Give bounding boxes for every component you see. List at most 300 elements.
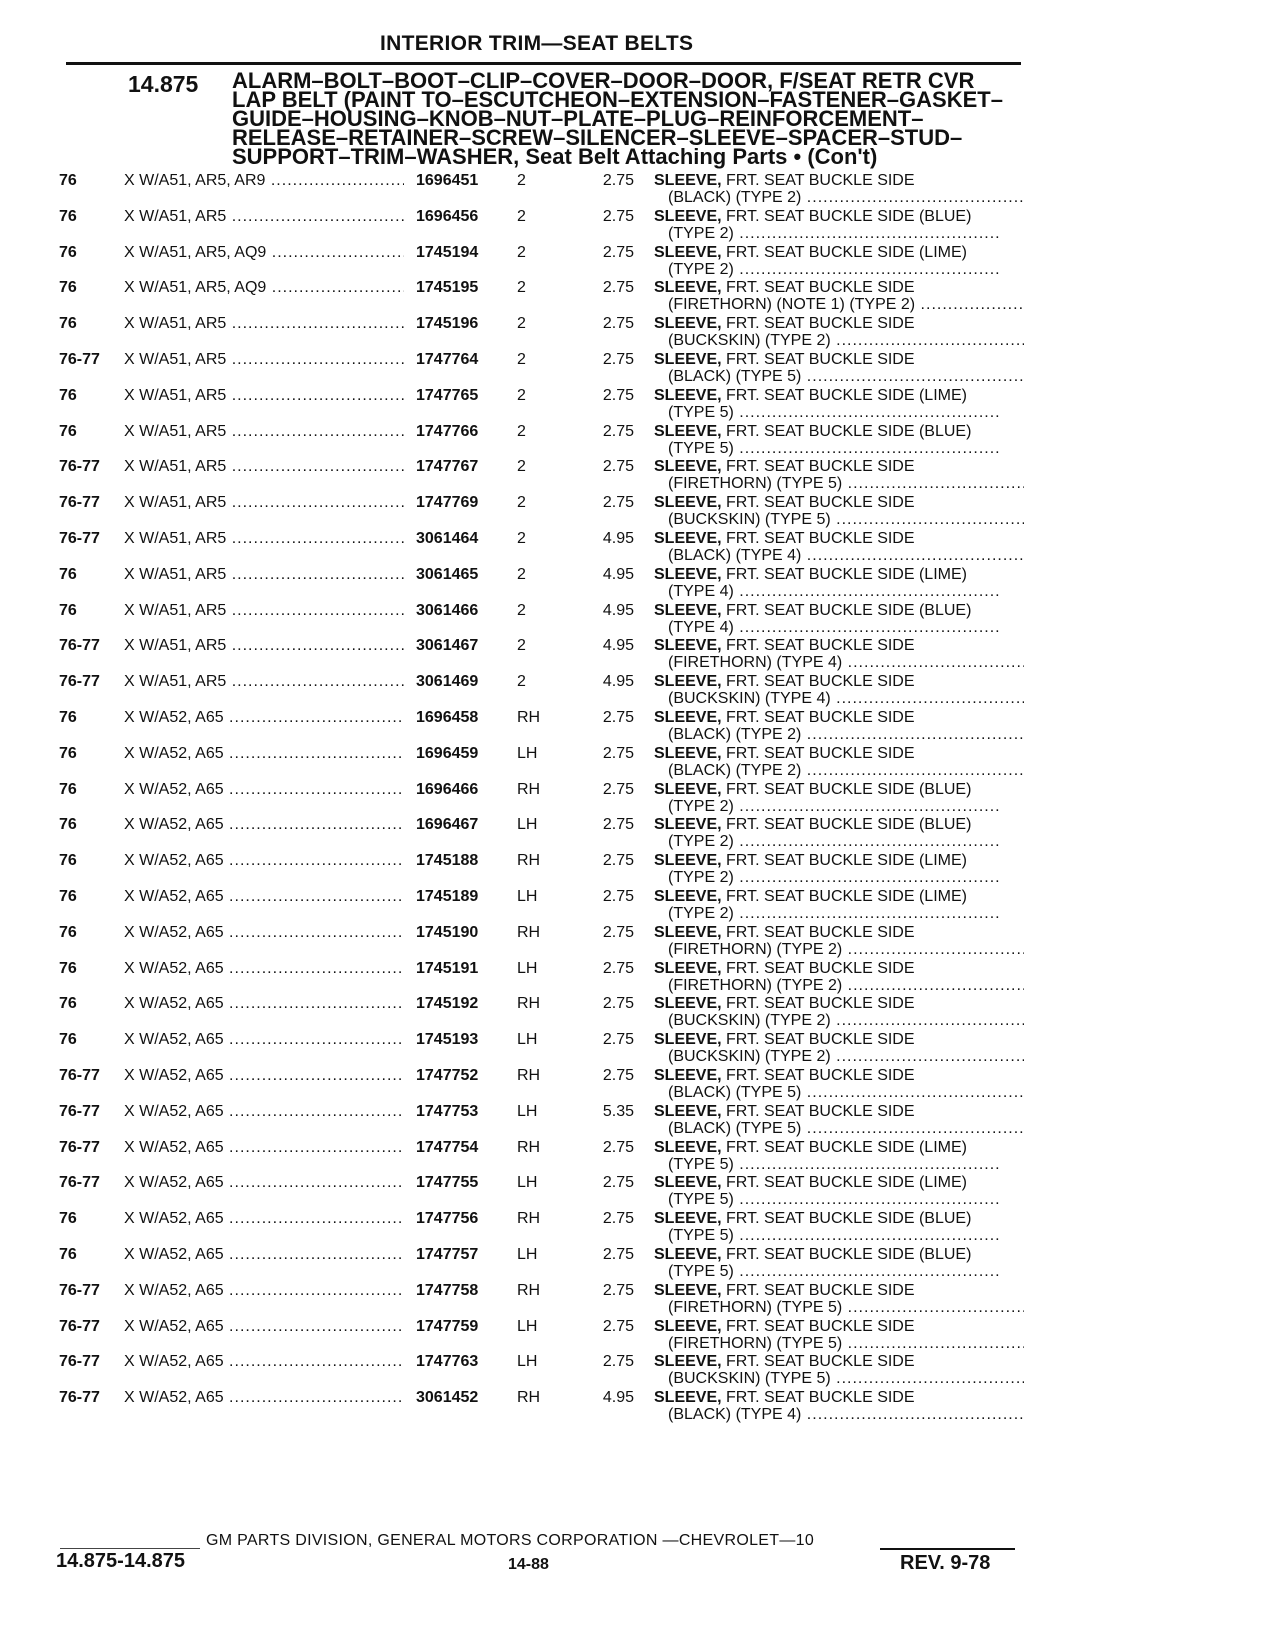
price: 2.75 <box>602 780 634 798</box>
price: 2.75 <box>602 207 634 225</box>
revision-date: REV. 9-78 <box>900 1552 991 1574</box>
description <box>654 494 1024 528</box>
description-line-1 <box>654 351 1024 368</box>
quantity: LH <box>517 744 538 762</box>
application: X W/A52, A65 ..... <box>124 745 404 763</box>
application: X W/A52, A65 ..... <box>124 924 404 942</box>
application: X W/A51, AR5 ..... <box>124 208 404 226</box>
model-year: 76-77 <box>59 1389 100 1407</box>
description <box>654 637 1024 671</box>
description-line-2: (BUCKSKIN) (TYPE 5) ..... <box>654 511 1024 528</box>
parts-row <box>0 530 1280 567</box>
quantity: 2 <box>517 351 526 368</box>
description <box>654 315 1024 349</box>
part-name: SLEEVE, <box>654 494 722 512</box>
part-name: SLEEVE, <box>654 243 722 261</box>
description <box>654 1174 1024 1208</box>
part-name: SLEEVE, <box>654 1246 722 1263</box>
model-year: 76 <box>59 1210 77 1228</box>
parts-row <box>0 566 1280 603</box>
description <box>654 172 1024 206</box>
application: X W/A52, A65 ..... <box>124 1067 404 1085</box>
part-number: 3061464 <box>416 530 479 547</box>
description <box>654 924 1024 958</box>
part-detail: FRT. SEAT BUCKLE SIDE <box>726 1281 915 1299</box>
parts-row <box>0 1246 1280 1283</box>
header-rule <box>66 62 1021 65</box>
application: X W/A51, AR5, AQ9 ..... <box>124 279 404 297</box>
description-line-2: (FIRETHORN) (TYPE 5) ..... <box>654 1299 1024 1316</box>
description-line-2: (TYPE 2) ..... <box>654 261 1024 278</box>
quantity: RH <box>517 995 541 1013</box>
parts-row <box>0 423 1280 460</box>
description <box>654 745 1024 779</box>
description-line-2: (TYPE 4) ..... <box>654 619 1024 636</box>
part-number: 1747763 <box>416 1353 479 1371</box>
description-line-2: (BLACK) (TYPE 5) ..... <box>654 1120 1024 1137</box>
part-name: SLEEVE, <box>654 673 722 691</box>
description <box>654 602 1024 636</box>
price: 5.35 <box>602 1102 634 1120</box>
quantity: RH <box>517 852 541 870</box>
part-detail: FRT. SEAT BUCKLE SIDE (BLUE) <box>726 1210 972 1228</box>
application: X W/A52, A65 ..... <box>124 1174 404 1192</box>
part-name: SLEEVE, <box>654 780 722 798</box>
quantity: 2 <box>517 172 526 189</box>
part-detail: FRT. SEAT BUCKLE SIDE <box>726 1031 915 1049</box>
parts-row <box>0 1174 1280 1211</box>
model-year: 76 <box>59 279 77 297</box>
group-number: 14.875 <box>128 71 199 97</box>
parts-row <box>0 1103 1280 1140</box>
price: 2.75 <box>602 1174 634 1192</box>
part-number: 1747757 <box>416 1246 479 1263</box>
part-number: 1745190 <box>416 923 479 941</box>
parts-row <box>0 709 1280 746</box>
quantity: 2 <box>517 494 526 512</box>
part-number: 1745194 <box>416 243 479 261</box>
description <box>654 351 1024 385</box>
part-detail: FRT. SEAT BUCKLE SIDE (BLUE) <box>726 816 972 834</box>
description-line-1 <box>654 673 1024 690</box>
application: X W/A51, AR5 ..... <box>124 458 404 476</box>
description <box>654 1139 1024 1173</box>
part-detail: FRT. SEAT BUCKLE SIDE (BLUE) <box>726 780 972 798</box>
description-line-2: (BUCKSKIN) (TYPE 2) ..... <box>654 1012 1024 1029</box>
price: 2.75 <box>602 458 634 476</box>
price: 2.75 <box>602 243 634 261</box>
model-year: 76-77 <box>59 458 100 476</box>
part-detail: FRT. SEAT BUCKLE SIDE (BLUE) <box>726 422 972 440</box>
quantity: 2 <box>517 673 526 691</box>
part-number: 3061466 <box>416 601 479 619</box>
model-year: 76 <box>59 816 77 834</box>
model-year: 76 <box>59 601 77 619</box>
part-detail: FRT. SEAT BUCKLE SIDE <box>726 637 915 655</box>
price: 4.95 <box>602 565 634 583</box>
model-year: 76 <box>59 1031 77 1049</box>
description-line-2: (TYPE 5) ..... <box>654 404 1024 421</box>
part-detail: FRT. SEAT BUCKLE SIDE <box>726 1353 915 1371</box>
group-title-line: SUPPORT–TRIM–WASHER, Seat Belt Attaching Parts • (Con't) <box>232 144 878 169</box>
model-year: 76 <box>59 780 77 798</box>
description <box>654 530 1024 564</box>
price: 2.75 <box>602 1317 634 1335</box>
parts-row <box>0 1282 1280 1319</box>
price: 2.75 <box>602 1210 634 1228</box>
part-detail: FRT. SEAT BUCKLE SIDE <box>726 1389 915 1407</box>
parts-row <box>0 888 1280 925</box>
price: 2.75 <box>602 1353 634 1371</box>
part-number: 1747755 <box>416 1174 479 1192</box>
part-name: SLEEVE, <box>654 601 722 619</box>
part-detail: FRT. SEAT BUCKLE SIDE <box>726 1317 915 1335</box>
part-number: 1696451 <box>416 172 479 189</box>
page-number: 14-88 <box>508 1556 549 1573</box>
footer-group-range: 14.875-14.875 <box>56 1550 186 1572</box>
application: X W/A52, A65 ..... <box>124 888 404 906</box>
description-line-1 <box>654 888 1024 905</box>
application: X W/A52, A65 ..... <box>124 709 404 727</box>
application: X W/A51, AR5 ..... <box>124 494 404 512</box>
description-line-1 <box>654 1318 1024 1335</box>
quantity: LH <box>517 1102 538 1120</box>
quantity: LH <box>517 1031 538 1049</box>
model-year: 76-77 <box>59 1102 100 1120</box>
quantity: LH <box>517 1317 538 1335</box>
model-year: 76 <box>59 995 77 1013</box>
part-number: 1747754 <box>416 1138 479 1156</box>
description-line-2: (BLACK) (TYPE 2) ..... <box>654 726 1024 743</box>
group-title <box>232 68 1032 169</box>
part-name: SLEEVE, <box>654 172 722 189</box>
part-number: 3061452 <box>416 1389 479 1407</box>
part-name: SLEEVE, <box>654 279 722 297</box>
price: 2.75 <box>602 923 634 941</box>
part-name: SLEEVE, <box>654 744 722 762</box>
model-year: 76-77 <box>59 351 100 368</box>
model-year: 76-77 <box>59 637 100 655</box>
description-line-2: (TYPE 5) ..... <box>654 1227 1024 1244</box>
price: 4.95 <box>602 601 634 619</box>
part-number: 3061465 <box>416 565 479 583</box>
price: 2.75 <box>602 852 634 870</box>
quantity: RH <box>517 1138 541 1156</box>
footer-publisher: GM PARTS DIVISION, GENERAL MOTORS CORPORATION —CHEVROLET—10 <box>206 1532 815 1549</box>
quantity: LH <box>517 1246 538 1263</box>
part-name: SLEEVE, <box>654 565 722 583</box>
description-line-1 <box>654 1246 1024 1263</box>
price: 4.95 <box>602 530 634 547</box>
application: X W/A51, AR5 ..... <box>124 423 404 441</box>
price: 2.75 <box>602 315 634 333</box>
description-line-2: (FIRETHORN) (TYPE 2) ..... <box>654 941 1024 958</box>
parts-row <box>0 208 1280 245</box>
description-line-2: (BLACK) (TYPE 4) ..... <box>654 547 1024 564</box>
part-number: 1747756 <box>416 1210 479 1228</box>
model-year: 76 <box>59 422 77 440</box>
group-title-line: GUIDE–HOUSING–KNOB–NUT–PLATE–PLUG–REINFORCEMENT– <box>232 106 924 131</box>
price: 2.75 <box>602 888 634 905</box>
part-detail: FRT. SEAT BUCKLE SIDE <box>726 744 915 762</box>
quantity: 2 <box>517 386 526 404</box>
model-year: 76 <box>59 709 77 726</box>
part-name: SLEEVE, <box>654 1067 722 1084</box>
description <box>654 1282 1024 1316</box>
parts-row <box>0 852 1280 889</box>
model-year: 76 <box>59 852 77 870</box>
parts-row <box>0 745 1280 782</box>
part-name: SLEEVE, <box>654 995 722 1013</box>
application: X W/A52, A65 ..... <box>124 1031 404 1049</box>
footer-rule <box>60 1548 200 1549</box>
part-name: SLEEVE, <box>654 1389 722 1407</box>
application: X W/A52, A65 ..... <box>124 1210 404 1228</box>
part-detail: FRT. SEAT BUCKLE SIDE (LIME) <box>726 565 967 583</box>
model-year: 76 <box>59 207 77 225</box>
quantity: 2 <box>517 422 526 440</box>
quantity: 2 <box>517 279 526 297</box>
description-line-2: (BLACK) (TYPE 5) ..... <box>654 368 1024 385</box>
description-line-1 <box>654 172 1024 189</box>
model-year: 76 <box>59 744 77 762</box>
quantity: LH <box>517 959 538 977</box>
model-year: 76-77 <box>59 673 100 691</box>
description-line-1 <box>654 924 1024 941</box>
part-detail: FRT. SEAT BUCKLE SIDE <box>726 995 915 1013</box>
application: X W/A51, AR5 ..... <box>124 530 404 548</box>
quantity: 2 <box>517 637 526 655</box>
description <box>654 1353 1024 1387</box>
description <box>654 1031 1024 1065</box>
description-line-1 <box>654 1031 1024 1048</box>
part-name: SLEEVE, <box>654 1174 722 1192</box>
parts-row <box>0 244 1280 281</box>
description-line-2: (TYPE 4) ..... <box>654 583 1024 600</box>
application: X W/A51, AR5 ..... <box>124 351 404 369</box>
parts-row <box>0 1353 1280 1390</box>
quantity: 2 <box>517 565 526 583</box>
part-name: SLEEVE, <box>654 888 722 905</box>
description-line-1 <box>654 602 1024 619</box>
part-number: 1696467 <box>416 816 479 834</box>
part-name: SLEEVE, <box>654 458 722 476</box>
part-name: SLEEVE, <box>654 1031 722 1049</box>
description <box>654 995 1024 1029</box>
group-title-line: ALARM–BOLT–BOOT–CLIP–COVER–DOOR–DOOR, F/SEAT RETR CVR <box>232 68 975 93</box>
description <box>654 1318 1024 1352</box>
parts-row <box>0 279 1280 316</box>
parts-row <box>0 602 1280 639</box>
price: 2.75 <box>602 816 634 834</box>
part-number: 1696459 <box>416 744 479 762</box>
quantity: 2 <box>517 530 526 547</box>
description <box>654 709 1024 743</box>
parts-row <box>0 1031 1280 1068</box>
description-line-1 <box>654 315 1024 332</box>
part-detail: FRT. SEAT BUCKLE SIDE <box>726 315 915 333</box>
description-line-1 <box>654 1067 1024 1084</box>
description <box>654 1210 1024 1244</box>
part-name: SLEEVE, <box>654 637 722 655</box>
application: X W/A52, A65 ..... <box>124 1246 404 1264</box>
quantity: 2 <box>517 601 526 619</box>
model-year: 76-77 <box>59 1281 100 1299</box>
model-year: 76-77 <box>59 494 100 512</box>
part-name: SLEEVE, <box>654 351 722 368</box>
parts-row <box>0 816 1280 853</box>
description <box>654 960 1024 994</box>
parts-row <box>0 637 1280 674</box>
description-line-2: (BLACK) (TYPE 2) ..... <box>654 189 1024 206</box>
quantity: 2 <box>517 315 526 333</box>
model-year: 76 <box>59 565 77 583</box>
price: 2.75 <box>602 1281 634 1299</box>
quantity: RH <box>517 1067 541 1084</box>
description-line-1 <box>654 244 1024 261</box>
part-number: 1745196 <box>416 315 479 333</box>
price: 2.75 <box>602 1067 634 1084</box>
description <box>654 673 1024 707</box>
part-name: SLEEVE, <box>654 816 722 834</box>
model-year: 76 <box>59 959 77 977</box>
description <box>654 208 1024 242</box>
description <box>654 1389 1024 1423</box>
description-line-2: (TYPE 2) ..... <box>654 869 1024 886</box>
description-line-2: (FIRETHORN) (TYPE 4) ..... <box>654 654 1024 671</box>
description-line-2: (TYPE 5) ..... <box>654 1263 1024 1280</box>
description <box>654 244 1024 278</box>
application: X W/A52, A65 ..... <box>124 960 404 978</box>
part-name: SLEEVE, <box>654 923 722 941</box>
part-detail: FRT. SEAT BUCKLE SIDE <box>726 959 915 977</box>
parts-row <box>0 351 1280 388</box>
quantity: RH <box>517 780 541 798</box>
part-number: 1747752 <box>416 1067 479 1084</box>
part-detail: FRT. SEAT BUCKLE SIDE (LIME) <box>726 1138 967 1156</box>
description <box>654 1246 1024 1280</box>
application: X W/A51, AR5 ..... <box>124 566 404 584</box>
description-line-2: (TYPE 2) ..... <box>654 833 1024 850</box>
parts-row <box>0 458 1280 495</box>
description-line-2: (BUCKSKIN) (TYPE 2) ..... <box>654 332 1024 349</box>
description-line-2: (FIRETHORN) (TYPE 2) ..... <box>654 977 1024 994</box>
part-detail: FRT. SEAT BUCKLE SIDE <box>726 494 915 512</box>
part-name: SLEEVE, <box>654 530 722 547</box>
parts-row <box>0 995 1280 1032</box>
parts-row <box>0 673 1280 710</box>
description-line-1 <box>654 566 1024 583</box>
description-line-1 <box>654 1139 1024 1156</box>
part-name: SLEEVE, <box>654 422 722 440</box>
model-year: 76 <box>59 1246 77 1263</box>
quantity: LH <box>517 888 538 905</box>
part-number: 1745195 <box>416 279 479 297</box>
description <box>654 1067 1024 1101</box>
description-line-2: (BUCKSKIN) (TYPE 4) ..... <box>654 690 1024 707</box>
model-year: 76-77 <box>59 1317 100 1335</box>
application: X W/A52, A65 ..... <box>124 1318 404 1336</box>
part-number: 1696456 <box>416 207 479 225</box>
model-year: 76 <box>59 923 77 941</box>
description <box>654 816 1024 850</box>
part-number: 1747765 <box>416 386 479 404</box>
price: 2.75 <box>602 494 634 512</box>
description-line-2: (TYPE 5) ..... <box>654 1156 1024 1173</box>
part-name: SLEEVE, <box>654 1138 722 1156</box>
application: X W/A51, AR5 ..... <box>124 673 404 691</box>
description-line-1 <box>654 279 1024 296</box>
part-name: SLEEVE, <box>654 1281 722 1299</box>
description-line-2: (BLACK) (TYPE 5) ..... <box>654 1084 1024 1101</box>
model-year: 76 <box>59 243 77 261</box>
part-number: 1745188 <box>416 852 479 870</box>
part-number: 3061469 <box>416 673 479 691</box>
description-line-2: (TYPE 2) ..... <box>654 798 1024 815</box>
application: X W/A52, A65 ..... <box>124 781 404 799</box>
quantity: RH <box>517 1281 541 1299</box>
part-detail: FRT. SEAT BUCKLE SIDE (BLUE) <box>726 207 972 225</box>
part-detail: FRT. SEAT BUCKLE SIDE <box>726 172 915 189</box>
description-line-1 <box>654 1174 1024 1191</box>
part-number: 1696458 <box>416 709 479 726</box>
description-line-2: (FIRETHORN) (TYPE 5) ..... <box>654 1335 1024 1352</box>
part-detail: FRT. SEAT BUCKLE SIDE (BLUE) <box>726 1246 972 1263</box>
part-number: 1747759 <box>416 1317 479 1335</box>
part-detail: FRT. SEAT BUCKLE SIDE <box>726 1067 915 1084</box>
price: 2.75 <box>602 709 634 726</box>
description-line-2: (BUCKSKIN) (TYPE 2) ..... <box>654 1048 1024 1065</box>
description-line-1 <box>654 1389 1024 1406</box>
description-line-2: (BUCKSKIN) (TYPE 5) ..... <box>654 1370 1024 1387</box>
part-number: 3061467 <box>416 637 479 655</box>
price: 2.75 <box>602 351 634 368</box>
price: 4.95 <box>602 1389 634 1407</box>
description <box>654 566 1024 600</box>
description <box>654 1103 1024 1137</box>
description-line-1 <box>654 995 1024 1012</box>
part-number: 1745189 <box>416 888 479 905</box>
application: X W/A51, AR5 ..... <box>124 602 404 620</box>
parts-row <box>0 960 1280 997</box>
application: X W/A51, AR5, AQ9 ..... <box>124 244 404 262</box>
application: X W/A51, AR5 ..... <box>124 637 404 655</box>
description-line-1 <box>654 1353 1024 1370</box>
part-detail: FRT. SEAT BUCKLE SIDE (LIME) <box>726 386 967 404</box>
part-number: 1747769 <box>416 494 479 512</box>
application: X W/A52, A65 ..... <box>124 1139 404 1157</box>
price: 2.75 <box>602 172 634 189</box>
price: 2.75 <box>602 1246 634 1263</box>
description-line-2: (FIRETHORN) (TYPE 5) ..... <box>654 475 1024 492</box>
description-line-1 <box>654 852 1024 869</box>
parts-row <box>0 1389 1280 1426</box>
quantity: LH <box>517 1353 538 1371</box>
quantity: RH <box>517 1389 541 1407</box>
part-detail: FRT. SEAT BUCKLE SIDE <box>726 1102 915 1120</box>
parts-row <box>0 1210 1280 1247</box>
part-number: 1696466 <box>416 780 479 798</box>
model-year: 76 <box>59 315 77 333</box>
price: 2.75 <box>602 422 634 440</box>
application: X W/A51, AR5, AR9 ..... <box>124 172 404 190</box>
part-number: 1745193 <box>416 1031 479 1049</box>
price: 4.95 <box>602 673 634 691</box>
application: X W/A52, A65 ..... <box>124 852 404 870</box>
price: 2.75 <box>602 386 634 404</box>
application: X W/A51, AR5 ..... <box>124 387 404 405</box>
quantity: RH <box>517 709 541 726</box>
